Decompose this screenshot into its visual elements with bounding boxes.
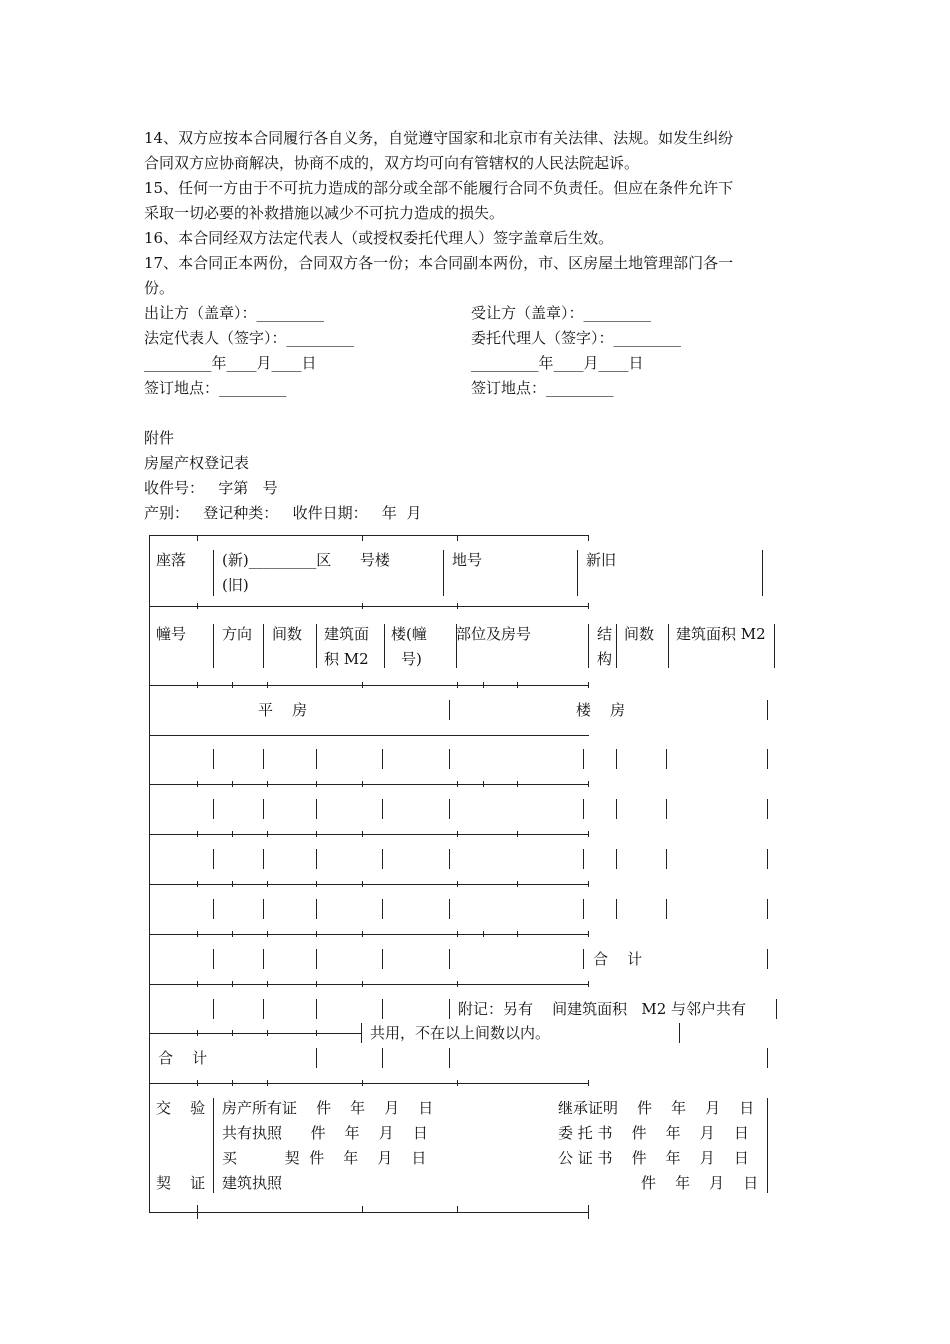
header-rooms: 间数 bbox=[272, 625, 303, 643]
seller-date-field: _________年____月____日 bbox=[144, 354, 317, 372]
buyer-place-field: 签订地点：_________ bbox=[471, 379, 614, 397]
section-storey: 楼 房 bbox=[576, 701, 626, 719]
header-rooms-right: 间数 bbox=[624, 625, 655, 643]
seller-seal-field: 出让方（盖章）：_________ bbox=[144, 304, 325, 322]
header-floor-no: 号) bbox=[401, 650, 422, 668]
buyer-date-field: _________年____月____日 bbox=[471, 354, 644, 372]
header-part-room: 部位及房号 bbox=[456, 625, 532, 643]
deed-label: 契 证 bbox=[156, 1174, 206, 1192]
note-line-1: 附记：另有 间建筑面积 M2 与邻户共有 bbox=[458, 1000, 747, 1018]
doc-power-of-attorney: 委 托 书 件 年 月 日 bbox=[558, 1124, 749, 1142]
seller-place-field: 签订地点：_________ bbox=[144, 379, 287, 397]
paragraph-line: 14、双方应按本合同履行各自义务，自觉遵守国家和北京市有关法律、法规。如发生纠纷 bbox=[144, 129, 734, 147]
header-direction: 方向 bbox=[222, 625, 253, 643]
new-address: (新)_________区 号楼 bbox=[222, 551, 390, 569]
subtotal-right: 合 计 bbox=[593, 950, 643, 968]
total-label: 合 计 bbox=[158, 1049, 208, 1067]
paragraph-line: 17、本合同正本两份，合同双方各一份；本合同副本两份，市、区房屋土地管理部门各一 bbox=[144, 254, 734, 272]
paragraph-line: 15、任何一方由于不可抗力造成的部分或全部不能履行合同不负责任。但应在条件允许下 bbox=[144, 179, 734, 197]
paragraph-line: 合同双方应协商解决，协商不成的，双方均可向有管辖权的人民法院起诉。 bbox=[144, 154, 640, 172]
section-flat: 平 房 bbox=[258, 701, 308, 719]
header-building-no: 幢号 bbox=[156, 625, 187, 643]
attachment-title: 房屋产权登记表 bbox=[144, 454, 250, 472]
note-line-2: 共用，不在以上间数以内。 bbox=[370, 1024, 551, 1042]
seller-rep-field: 法定代表人（签字）：_________ bbox=[144, 329, 355, 347]
header-floor: 楼(幢 bbox=[391, 625, 427, 643]
doc-joint-license: 共有执照 件 年 月 日 bbox=[222, 1124, 428, 1142]
doc-other-date: 件 年 月 日 bbox=[641, 1174, 759, 1192]
header-area-right: 建筑面积 M2 bbox=[676, 625, 766, 643]
location-label: 座落 bbox=[156, 551, 187, 569]
paragraph-line: 份。 bbox=[144, 279, 175, 297]
buyer-agent-field: 委托代理人（签字）：_________ bbox=[471, 329, 682, 347]
attachment-label: 附件 bbox=[144, 429, 175, 447]
registration-meta: 产别： 登记种类： 收件日期： 年 月 bbox=[144, 504, 422, 522]
doc-notarization: 公 证 书 件 年 月 日 bbox=[558, 1149, 749, 1167]
verify-label: 交 验 bbox=[156, 1099, 206, 1117]
doc-inheritance: 继承证明 件 年 月 日 bbox=[558, 1099, 755, 1117]
header-structure-2: 构 bbox=[597, 650, 613, 668]
paragraph-line: 16、本合同经双方法定代表人（或授权委托代理人）签字盖章后生效。 bbox=[144, 229, 614, 247]
lot-number-label: 地号 bbox=[452, 551, 483, 569]
paragraph-line: 采取一切必要的补救措施以减少不可抗力造成的损失。 bbox=[144, 204, 505, 222]
doc-property-cert: 房产所有证 件 年 月 日 bbox=[222, 1099, 434, 1117]
header-structure: 结 bbox=[597, 625, 613, 643]
condition-label: 新旧 bbox=[586, 551, 617, 569]
header-area: 建筑面 bbox=[324, 625, 370, 643]
buyer-seal-field: 受让方（盖章）：_________ bbox=[471, 304, 652, 322]
doc-purchase-deed: 买 契 件 年 月 日 bbox=[222, 1149, 427, 1167]
old-address: (旧) bbox=[222, 576, 249, 594]
header-area-unit: 积 M2 bbox=[324, 650, 369, 668]
receipt-number: 收件号： 字第 号 bbox=[144, 479, 278, 497]
doc-building-license: 建筑执照 bbox=[222, 1174, 283, 1192]
